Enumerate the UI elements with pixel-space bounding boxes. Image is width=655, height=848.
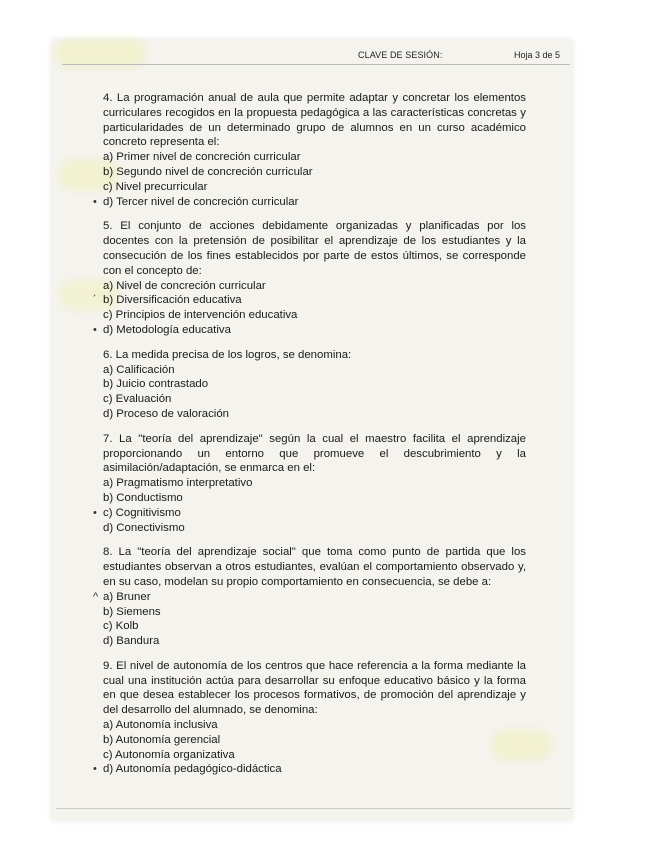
question-7 — [93, 432, 526, 536]
option-a: a) Autonomía inclusiva — [103, 719, 218, 732]
option-c: c) Autonomía organizativa — [103, 748, 235, 761]
pen-mark: ´ — [93, 294, 97, 307]
option-b: ´ b) Diversificación educativa — [93, 294, 242, 307]
option-b: b) Siemens — [103, 605, 161, 618]
question-6 — [103, 348, 526, 422]
option-d: • d) Autonomía pedagógico-didáctica — [93, 763, 282, 776]
option-d: • d) Metodología educativa — [93, 323, 231, 336]
question-list — [93, 91, 526, 787]
option-a: a) Pragmatismo interpretativo — [103, 477, 253, 490]
page-number: Hoja 3 de 5 — [514, 50, 561, 60]
question-8 — [93, 545, 526, 649]
option-d: d) Bandura — [103, 635, 160, 648]
option-c: c) Principios de intervención educativa — [103, 309, 298, 322]
pen-mark: • — [93, 195, 97, 208]
question-4 — [93, 91, 526, 209]
option-a: ^ a) Bruner — [93, 590, 151, 603]
option-c: c) Evaluación — [103, 393, 172, 406]
option-b: b) Autonomía gerencial — [103, 733, 221, 746]
pen-mark: • — [93, 506, 97, 519]
question-9 — [93, 659, 526, 777]
option-b: b) Juicio contrastado — [103, 378, 209, 391]
option-b: b) Conductismo — [103, 491, 183, 504]
question-text: 8. La "teoría del aprendizaje social" que toma como punto de partida que los estudiantes observan a otros estudiantes, evalúan el comportamiento observado y, en su caso, modelan su propio comportamiento en consecuencia, se debe a: — [103, 546, 526, 588]
option-d: d) Proceso de valoración — [103, 407, 229, 420]
option-a: a) Nivel de concreción curricular — [103, 279, 266, 292]
option-d: • d) Tercer nivel de concreción curricular — [93, 195, 299, 208]
question-text: 9. El nivel de autonomía de los centros que hace referencia a la forma mediante la cual una institución actúa para desarrollar su enfoque educativo básico y la forma en que desea establecer los procesos formativos, de promoción del aprendizaje y del desarrollo del alumnado, se denomina: — [103, 659, 526, 717]
pen-mark: ^ — [93, 590, 99, 603]
question-text: 5. El conjunto de acciones debidamente organizadas y planificadas por los docentes con la pretensión de posibilitar el aprendizaje de los estudiantes y la consecución de los fines establecidos por parte de estos últimos, se corresponde con el concepto de: — [103, 220, 526, 277]
header-divider — [62, 64, 570, 65]
option-d: d) Conectivismo — [103, 521, 185, 534]
option-b: b) Segundo nivel de concreción curricular — [103, 165, 313, 178]
page-bottom-edge — [56, 808, 571, 809]
question-text: 7. La "teoría del aprendizaje" según la cual el maestro facilita el aprendizaje proporcionando un entorno que promueve el descubrimiento y la asimilación/adaptación, se enmarca en el: — [103, 432, 526, 475]
pen-mark: • — [93, 323, 97, 336]
option-a: a) Calificación — [103, 363, 175, 376]
question-5 — [93, 219, 526, 337]
question-text: 4. La programación anual de aula que permite adaptar y concretar los elementos curriculares recogidos en la propuesta pedagógica a las características concretas y particularidades de un determinado grupo de alumnos en un curso académico concreto representa el: — [103, 92, 526, 149]
option-a: a) Primer nivel de concreción curricular — [103, 151, 301, 164]
question-text: 6. La medida precisa de los logros, se denomina: — [103, 348, 352, 361]
option-c: c) Kolb — [103, 620, 139, 633]
session-key-label: CLAVE DE SESIÓN: — [358, 50, 443, 60]
pen-mark: • — [93, 763, 97, 776]
option-c: • c) Cognitivismo — [93, 506, 181, 519]
option-c: c) Nivel precurricular — [103, 180, 208, 193]
